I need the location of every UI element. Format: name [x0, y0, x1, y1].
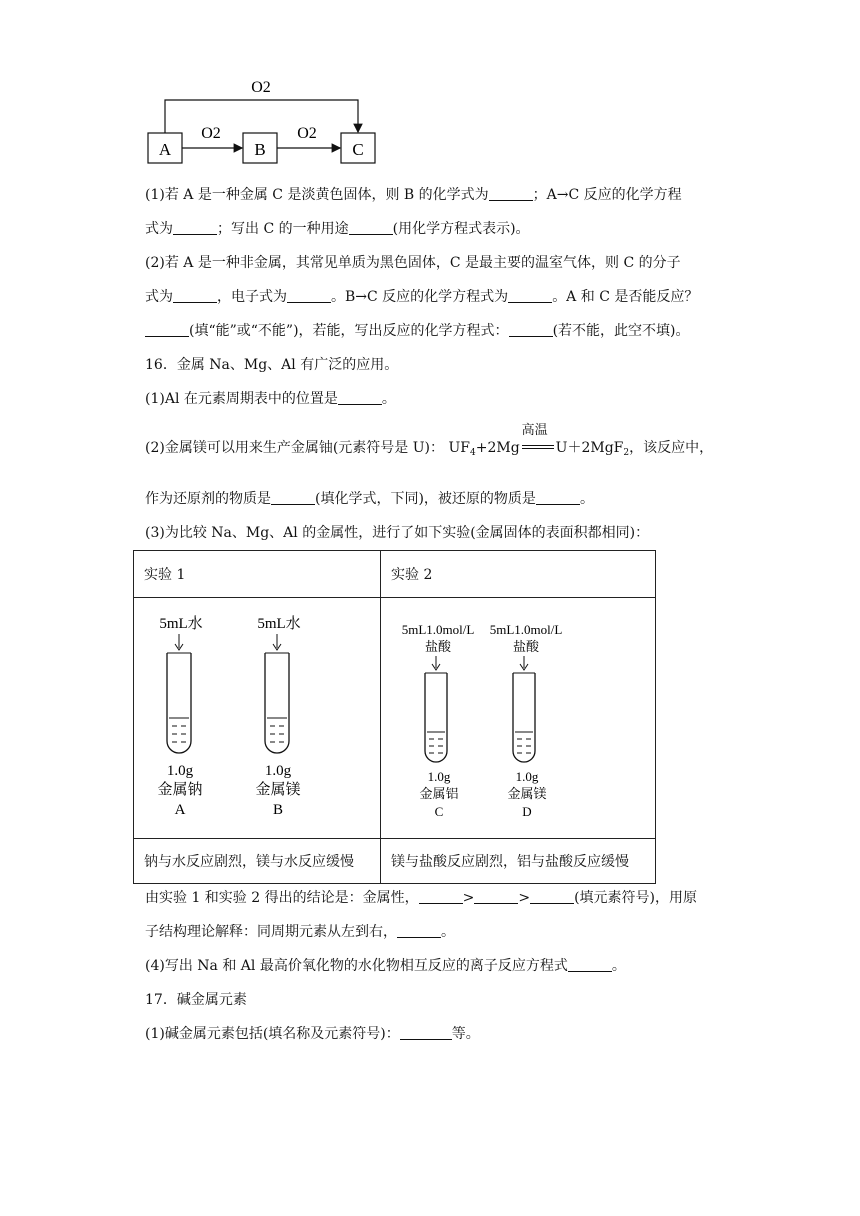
water-level-b — [267, 718, 287, 742]
test-tube-a — [167, 653, 191, 753]
answer-blank[interactable] — [145, 322, 189, 337]
test-tube-b — [265, 653, 289, 753]
exp1-observation: 钠与水反应剧烈，镁与水反应缓慢 — [134, 839, 381, 884]
condition-label: 高温 — [521, 423, 548, 438]
tube-b-metal: 金属镁 — [255, 782, 301, 798]
tube-d-reagent: 5mL1.0mol/L — [489, 622, 563, 637]
reaction-flow-diagram — [145, 70, 385, 170]
answer-blank[interactable] — [419, 889, 463, 904]
test-tube-d — [513, 673, 535, 762]
answer-blank[interactable] — [287, 288, 331, 303]
answer-blank[interactable] — [489, 186, 533, 201]
edge-ac-label: O2 — [251, 79, 271, 96]
tube-c-metal: 金属铝 — [419, 786, 459, 801]
q15-part2-line3: (填“能”或“不能”)，若能，写出反应的化学方程式： (若不能，此空不填)。 — [145, 321, 690, 341]
tube-a-mass: 1.0g — [166, 763, 194, 779]
tube-c-reagent-name: 盐酸 — [424, 639, 452, 654]
tube-a-reagent: 5mL水 — [159, 616, 203, 632]
tube-c-reagent: 5mL1.0mol/L — [401, 622, 475, 637]
q16-part2-line2: 作为还原剂的物质是 (填化学式，下同)，被还原的物质是 。 — [145, 491, 594, 507]
answer-blank[interactable] — [400, 1025, 452, 1040]
exp1-tubes — [134, 598, 380, 834]
answer-blank[interactable] — [474, 889, 518, 904]
q15-part1-line1: (1)若 A 是一种金属 C 是淡黄色固体，则 B 的化学式为 ；A→C 反应的化学方程 — [145, 187, 682, 203]
tube-c-mass: 1.0g — [427, 769, 451, 784]
exp2-tubes — [381, 598, 655, 834]
q15-part1-line2: 式为 ；写出 C 的一种用途 (用化学方程式表示)。 — [145, 221, 530, 237]
answer-blank[interactable] — [173, 288, 217, 303]
acid-level-d — [515, 732, 533, 753]
edge-bc-label: O2 — [297, 125, 317, 142]
edge-ab-label: O2 — [201, 125, 221, 142]
tube-d-metal: 金属镁 — [507, 786, 547, 801]
q16-part4: (4)写出 Na 和 Al 最高价氧化物的水化物相互反应的离子反应方程式 。 — [145, 958, 626, 974]
q17-title: 17．碱金属元素 — [145, 992, 247, 1008]
q17-part1: (1)碱金属元素包括(填名称及元素符号)： 等。 — [145, 1026, 480, 1042]
exp2-figure-cell — [381, 598, 656, 839]
tube-d-reagent-name: 盐酸 — [512, 639, 540, 654]
tube-b-label: B — [272, 802, 284, 818]
answer-blank[interactable] — [509, 322, 553, 337]
answer-blank[interactable] — [536, 490, 580, 505]
test-tube-c — [425, 673, 447, 762]
q15-part2-line1: (2)若 A 是一种非金属，其常见单质为黑色固体，C 是最主要的温室气体，则 C 的分子 — [145, 255, 681, 271]
answer-blank[interactable] — [568, 957, 612, 972]
answer-blank[interactable] — [508, 288, 552, 303]
node-c-label: C — [352, 140, 364, 159]
node-b-label: B — [254, 140, 266, 159]
exp2-header: 实验 2 — [381, 551, 656, 598]
answer-blank[interactable] — [271, 490, 315, 505]
answer-blank[interactable] — [349, 220, 393, 235]
q16-part3: (3)为比较 Na、Mg、Al 的金属性，进行了如下实验(金属固体的表面积都相同)： — [145, 525, 650, 541]
experiment-table — [133, 550, 656, 884]
exp1-figure-cell — [134, 598, 381, 839]
exp1-header: 实验 1 — [134, 551, 381, 598]
arrow-a-c — [165, 100, 358, 133]
q16-part1: (1)Al 在元素周期表中的位置是 。 — [145, 391, 396, 407]
q16-conclusion-line1: 由实验 1 和实验 2 得出的结论是：金属性， > > (填元素符号)，用原 — [145, 890, 698, 906]
tube-c-label: C — [434, 804, 444, 819]
answer-blank[interactable] — [173, 220, 217, 235]
q16-part2-line1: (2)金属镁可以用来生产金属铀(元素符号是 U)： $UF_4+2Mg$ 高温 U＋2MgF$_2$，该反应中， — [145, 423, 714, 458]
tube-a-metal: 金属钠 — [157, 782, 203, 798]
exp2-observation: 镁与盐酸反应剧烈，铝与盐酸反应缓慢 — [381, 839, 656, 884]
tube-a-label: A — [174, 802, 186, 818]
answer-blank[interactable] — [397, 923, 441, 938]
equation: $UF_4+2Mg$ 高温 U＋2MgF$_2$ — [448, 423, 630, 458]
q15-part2-line2: 式为 ，电子式为 。B→C 反应的化学方程式为 。A 和 C 是否能反应？ — [145, 289, 699, 305]
acid-level-c — [427, 732, 445, 753]
water-level-a — [169, 718, 189, 742]
tube-b-mass: 1.0g — [264, 763, 292, 779]
tube-d-mass: 1.0g — [515, 769, 539, 784]
tube-b-reagent: 5mL水 — [257, 616, 301, 632]
answer-blank[interactable] — [530, 889, 574, 904]
node-a-label: A — [158, 140, 172, 159]
answer-blank[interactable] — [338, 390, 382, 405]
tube-d-label: D — [522, 804, 532, 819]
q16-title: 16．金属 Na、Mg、Al 有广泛的应用。 — [145, 357, 399, 373]
q16-conclusion-line2: 子结构理论解释：同周期元素从左到右， 。 — [145, 924, 455, 940]
